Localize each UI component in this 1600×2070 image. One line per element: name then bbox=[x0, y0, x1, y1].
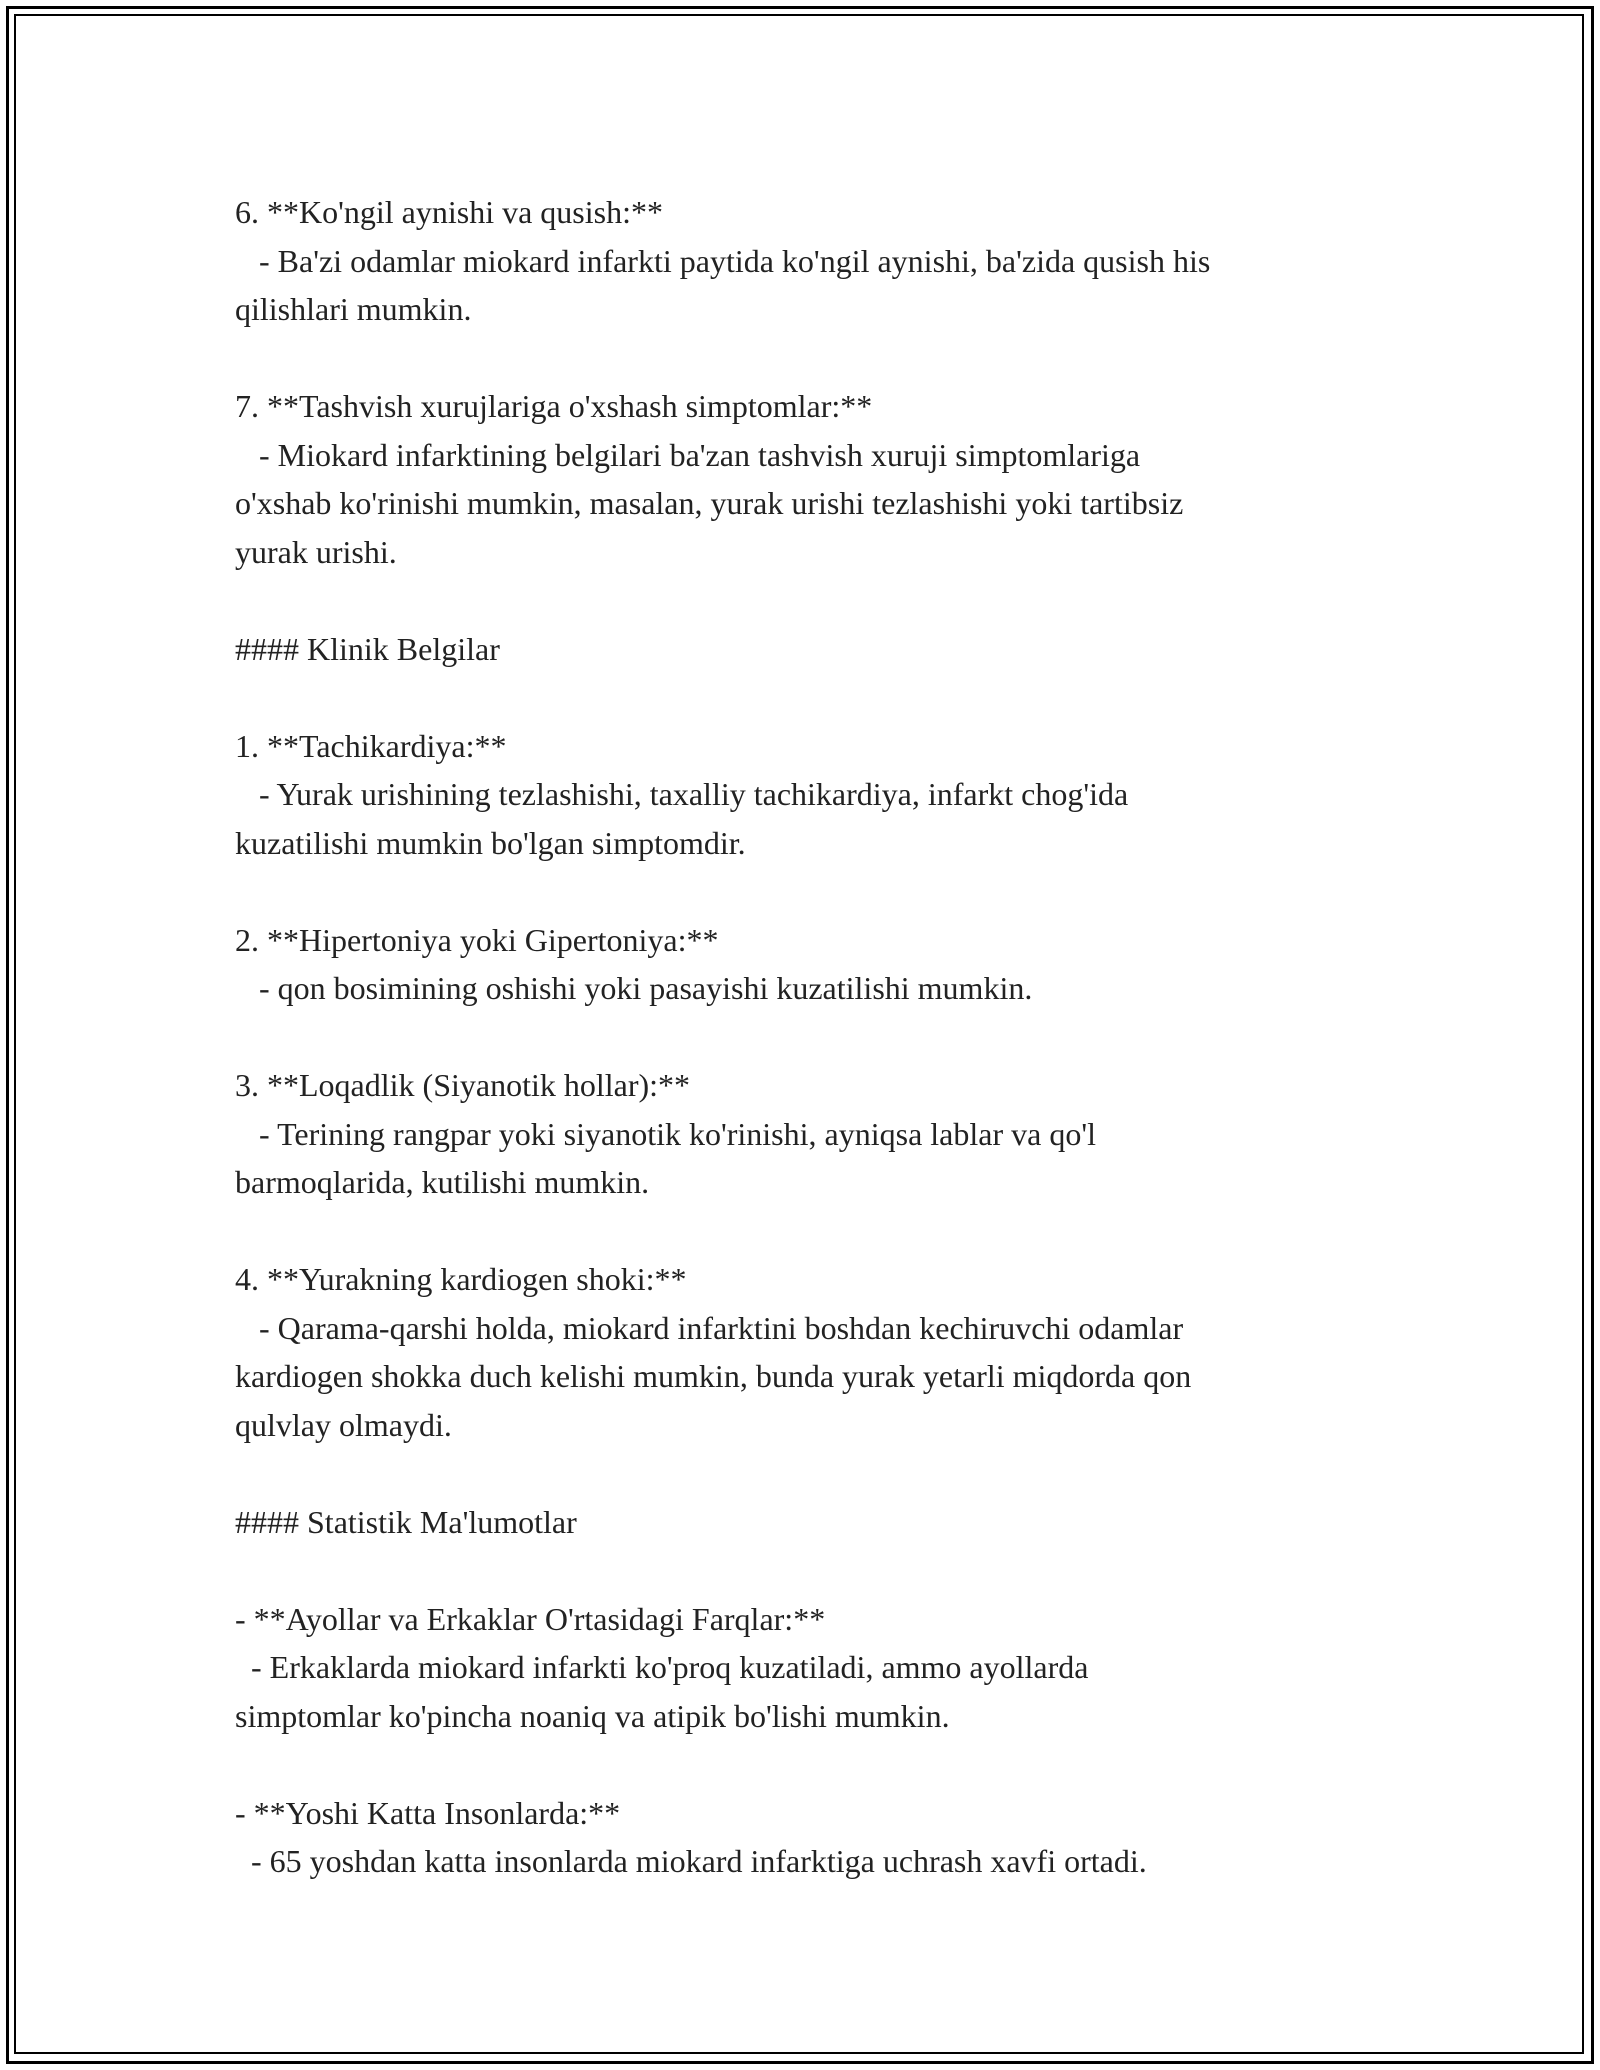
item-text-line: simptomlar ko'pincha noaniq va atipik bo'lishi mumkin. bbox=[235, 1697, 950, 1734]
item-text-line: kuzatilishi mumkin bo'lgan simptomdir. bbox=[235, 824, 746, 861]
item-text-line: - Qarama-qarshi holda, miokard infarktini boshdan kechiruvchi odamlar bbox=[235, 1309, 1184, 1346]
list-item bbox=[235, 382, 1375, 576]
section-heading-block bbox=[235, 1498, 1375, 1547]
list-item bbox=[235, 1255, 1375, 1449]
item-text-line: - Ba'zi odamlar miokard infarkti paytida ko'ngil aynishi, ba'zida qusish his bbox=[235, 242, 1211, 279]
item-heading: 2. **Hipertoniya yoki Gipertoniya:** bbox=[235, 921, 719, 958]
item-text-line: - Erkaklarda miokard infarkti ko'proq kuzatiladi, ammo ayollarda bbox=[235, 1649, 1089, 1685]
item-text-line: - qon bosimining oshishi yoki pasayishi kuzatilishi mumkin. bbox=[235, 970, 1033, 1006]
item-heading: 4. **Yurakning kardiogen shoki:** bbox=[235, 1261, 687, 1297]
list-item bbox=[235, 1061, 1375, 1207]
blank-line bbox=[235, 867, 1375, 916]
blank-line bbox=[235, 1740, 1375, 1789]
item-text-line: - Yurak urishining tezlashishi, taxalliy tachikardiya, infarkt chog'ida bbox=[235, 776, 1129, 812]
list-item bbox=[235, 188, 1375, 334]
section-heading: #### Statistik Ma'lumotlar bbox=[235, 1503, 577, 1540]
item-text-line: - 65 yoshdan katta insonlarda miokard infarktiga uchrash xavfi ortadi. bbox=[235, 1843, 1147, 1879]
item-heading: 1. **Tachikardiya:** bbox=[235, 727, 507, 764]
blank-line bbox=[235, 576, 1375, 625]
item-text-line: o'xshab ko'rinishi mumkin, masalan, yurak urishi tezlashishi yoki tartibsiz bbox=[235, 485, 1184, 521]
blank-line bbox=[235, 673, 1375, 722]
item-text-line: - Terining rangpar yoki siyanotik ko'rinishi, ayniqsa lablar va qo'l bbox=[235, 1115, 1096, 1152]
item-text-line: qulvlay olmaydi. bbox=[235, 1406, 452, 1443]
item-heading: 3. **Loqadlik (Siyanotik hollar):** bbox=[235, 1067, 691, 1103]
item-heading: - **Ayollar va Erkaklar O'rtasidagi Farqlar:** bbox=[235, 1600, 826, 1637]
item-text-line: kardiogen shokka duch kelishi mumkin, bunda yurak yetarli miqdorda qon bbox=[235, 1358, 1192, 1394]
list-item bbox=[235, 1789, 1375, 1886]
section-heading-block bbox=[235, 625, 1375, 674]
list-item bbox=[235, 722, 1375, 868]
item-text-line: - Miokard infarktining belgilari ba'zan tashvish xuruji simptomlariga bbox=[235, 436, 1141, 473]
item-text-line: qilishlari mumkin. bbox=[235, 291, 472, 327]
blank-line bbox=[235, 334, 1375, 383]
blank-line bbox=[235, 1449, 1375, 1498]
item-text-line: yurak urishi. bbox=[235, 533, 397, 570]
list-item bbox=[235, 1595, 1375, 1741]
document-body bbox=[235, 188, 1375, 1886]
item-heading: - **Yoshi Katta Insonlarda:** bbox=[235, 1794, 621, 1831]
item-heading: 7. **Tashvish xurujlariga o'xshash simptomlar:** bbox=[235, 388, 873, 424]
list-item bbox=[235, 916, 1375, 1013]
blank-line bbox=[235, 1013, 1375, 1062]
item-text-line: barmoqlarida, kutilishi mumkin. bbox=[235, 1164, 650, 1200]
blank-line bbox=[235, 1546, 1375, 1595]
item-heading: 6. **Ko'ngil aynishi va qusish:** bbox=[235, 194, 663, 230]
section-heading: #### Klinik Belgilar bbox=[235, 630, 500, 667]
blank-line bbox=[235, 1207, 1375, 1256]
